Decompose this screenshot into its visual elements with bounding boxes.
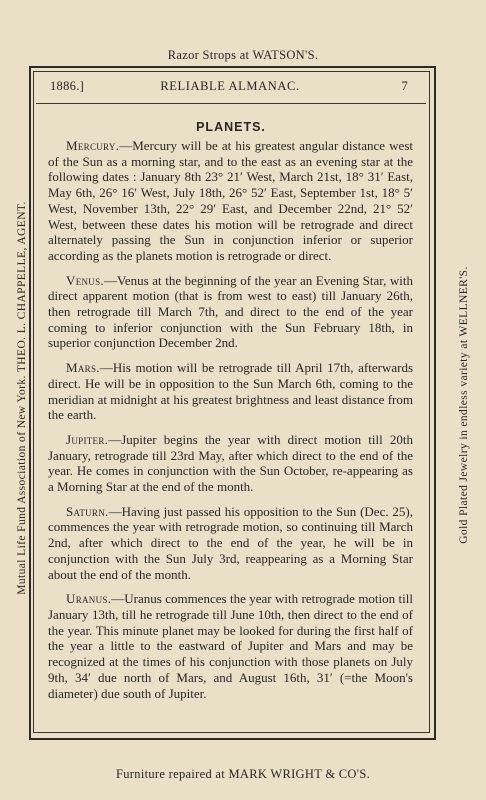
planet-name: Mars.: [66, 360, 100, 376]
bottom-advertisement: Furniture repaired at MARK WRIGHT & CO'S.: [116, 767, 370, 781]
top-advertisement: Razor Strops at WATSON'S.: [167, 48, 319, 62]
left-margin-advertisement: Mutual Life Fund Association of New York. THEO. L. CHAPPELLE, AGENT.: [16, 201, 28, 595]
page-number: 7: [401, 79, 408, 93]
paragraph-text: —Venus at the beginning of the year an Evening Star, with direct apparent motion (that is from west to east) till January 26th, then retrograde till March 7th, and direct to the end of the year coming to inferior conjunction with the Sun February 18th, in superior conjunction December 2nd.: [48, 272, 413, 351]
paragraph-mars: [48, 360, 413, 423]
paragraph-uranus: [48, 591, 413, 701]
article-body: [48, 138, 413, 710]
paragraph-venus: [48, 273, 413, 352]
planet-name: Saturn.: [66, 503, 109, 519]
paragraph-text: —His motion will be retrograde till April 17th, afterwards direct. He will be in opposition to the Sun March 6th, coming to the meridian at midnight at his greatest brightness and least distance from the earth.: [48, 360, 413, 423]
paragraph-text: —Having just passed his opposition to the Sun (Dec. 25), commences the year with retrograde motion, so continuing till March 2nd, after which direct to the end of the year, he will be in conjunction with the Sun July 3rd, reappearing as a Morning Star about the end of the month.: [48, 503, 413, 582]
header-title: RELIABLE ALMANAC.: [160, 79, 300, 93]
paragraph-text: —Uranus commences the year with retrograde motion till January 13th, till he retrograde till June 10th, then direct to the end of the year. This minute planet may be looked for during the first half of the year a little to the eastward of Jupiter and Mars and may be recognized at the times of his conjunction with those planets on July 9th, 34′ due north of Mars, and August 16th, 31′ (=the Moon's diameter) due south of Jupiter.: [48, 591, 413, 701]
paragraph-mercury: [48, 138, 413, 264]
planet-name: Mercury.: [66, 138, 120, 153]
planet-name: Venus.: [66, 272, 104, 288]
paragraph-saturn: [48, 504, 413, 583]
paragraph-jupiter: [48, 432, 413, 495]
paragraph-text: —Mercury will be at his greatest angular distance west of the Sun as a morning star, and to the east as an evening star at the following dates : January 8th 23° 21′ West, March 21st, 18° 31′ East, May 6th, 26° 16′ West, July 18th, 26° 52′ East, September 1st, 18° 5′ West, November 13th, 22° 29′ East, and December 22nd, 21° 52′ West, between these dates his motion will be retrograde and direct alternately passing the Sun in conjunction inferior or superior according as the planets motion is retrograde or direct.: [48, 138, 413, 263]
planet-name: Jupiter.: [66, 431, 109, 447]
section-heading: PLANETS.: [196, 120, 266, 134]
running-header: [50, 79, 410, 97]
planet-name: Uranus.: [66, 591, 112, 607]
header-rule: [36, 103, 426, 104]
right-margin-advertisement: Gold Plated Jewelry in endless variety at WELLNER'S.: [458, 266, 470, 544]
header-year: 1886.]: [50, 79, 85, 93]
paragraph-text: —Jupiter begins the year with direct motion till 20th January, retrograde till 23rd May, after which direct to the end of the year. He comes in conjunction with the Sun October, re-appearing as a Morning Star at the end of the month.: [48, 431, 413, 495]
